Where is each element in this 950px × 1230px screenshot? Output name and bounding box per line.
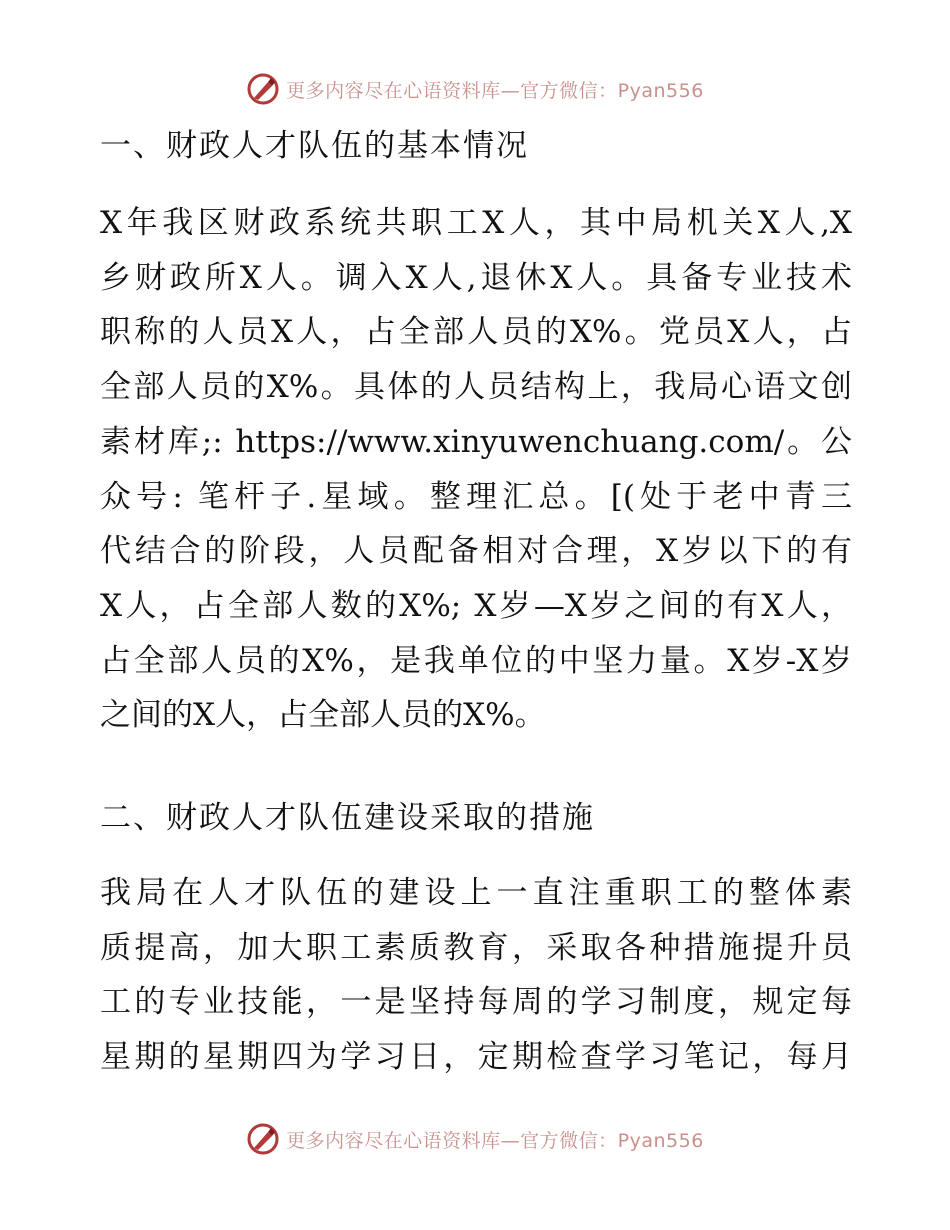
paragraph-line: 工的专业技能，一是坚持每周的学习制度，规定每 [100,984,852,1021]
paragraph-line: X年我区财政系统共职工X人，其中局机关X人,X [100,205,852,241]
section-paragraph-1 [100,196,852,743]
paragraph-line: X人，占全部人数的X%; X岁—X岁之间的有X人， [100,587,852,624]
paragraph-line: 之间的X人，占全部人员的X%。 [100,697,546,734]
paragraph-line: 乡财政所X人。调入X人,退休X人。具备专业技术 [100,259,852,296]
paragraph-line: 占全部人员的X%，是我单位的中坚力量。X岁-X岁 [100,642,852,679]
paragraph-line: 我局在人才队伍的建设上一直注重职工的整体素 [100,875,852,911]
paragraph-line: 代结合的阶段，人员配备相对合理，X岁以下的有 [100,533,852,570]
pen-logo-icon [246,1122,280,1156]
section-heading-1: 一、财政人才队伍的基本情况 [100,128,529,164]
footer-watermark-banner [0,1122,950,1156]
paragraph-line: 职称的人员X人，占全部人员的X%。党员X人，占 [100,314,852,351]
paragraph-line: 质提高，加大职工素质教育，采取各种措施提升员 [100,929,852,966]
watermark-text: 更多内容尽在心语资料库—官方微信：Pyan556 [286,79,704,102]
paragraph-line: 众号: 笔杆子.星域。整理汇总。[(处于老中青三 [100,478,852,515]
paragraph-line: 星期的星期四为学习日，定期检查学习笔记，每月 [100,1039,852,1076]
pen-logo-icon [246,72,280,106]
header-watermark-banner [0,72,950,106]
paragraph-line: 素材库;: https://www.xinyuwenchuang.com/。公 [100,423,852,460]
watermark-text: 更多内容尽在心语资料库—官方微信：Pyan556 [286,1129,704,1152]
section-paragraph-2 [100,866,852,1085]
section-heading-2: 二、财政人才队伍建设采取的措施 [100,800,595,836]
paragraph-line: 全部人员的X%。具体的人员结构上，我局心语文创 [100,369,852,406]
